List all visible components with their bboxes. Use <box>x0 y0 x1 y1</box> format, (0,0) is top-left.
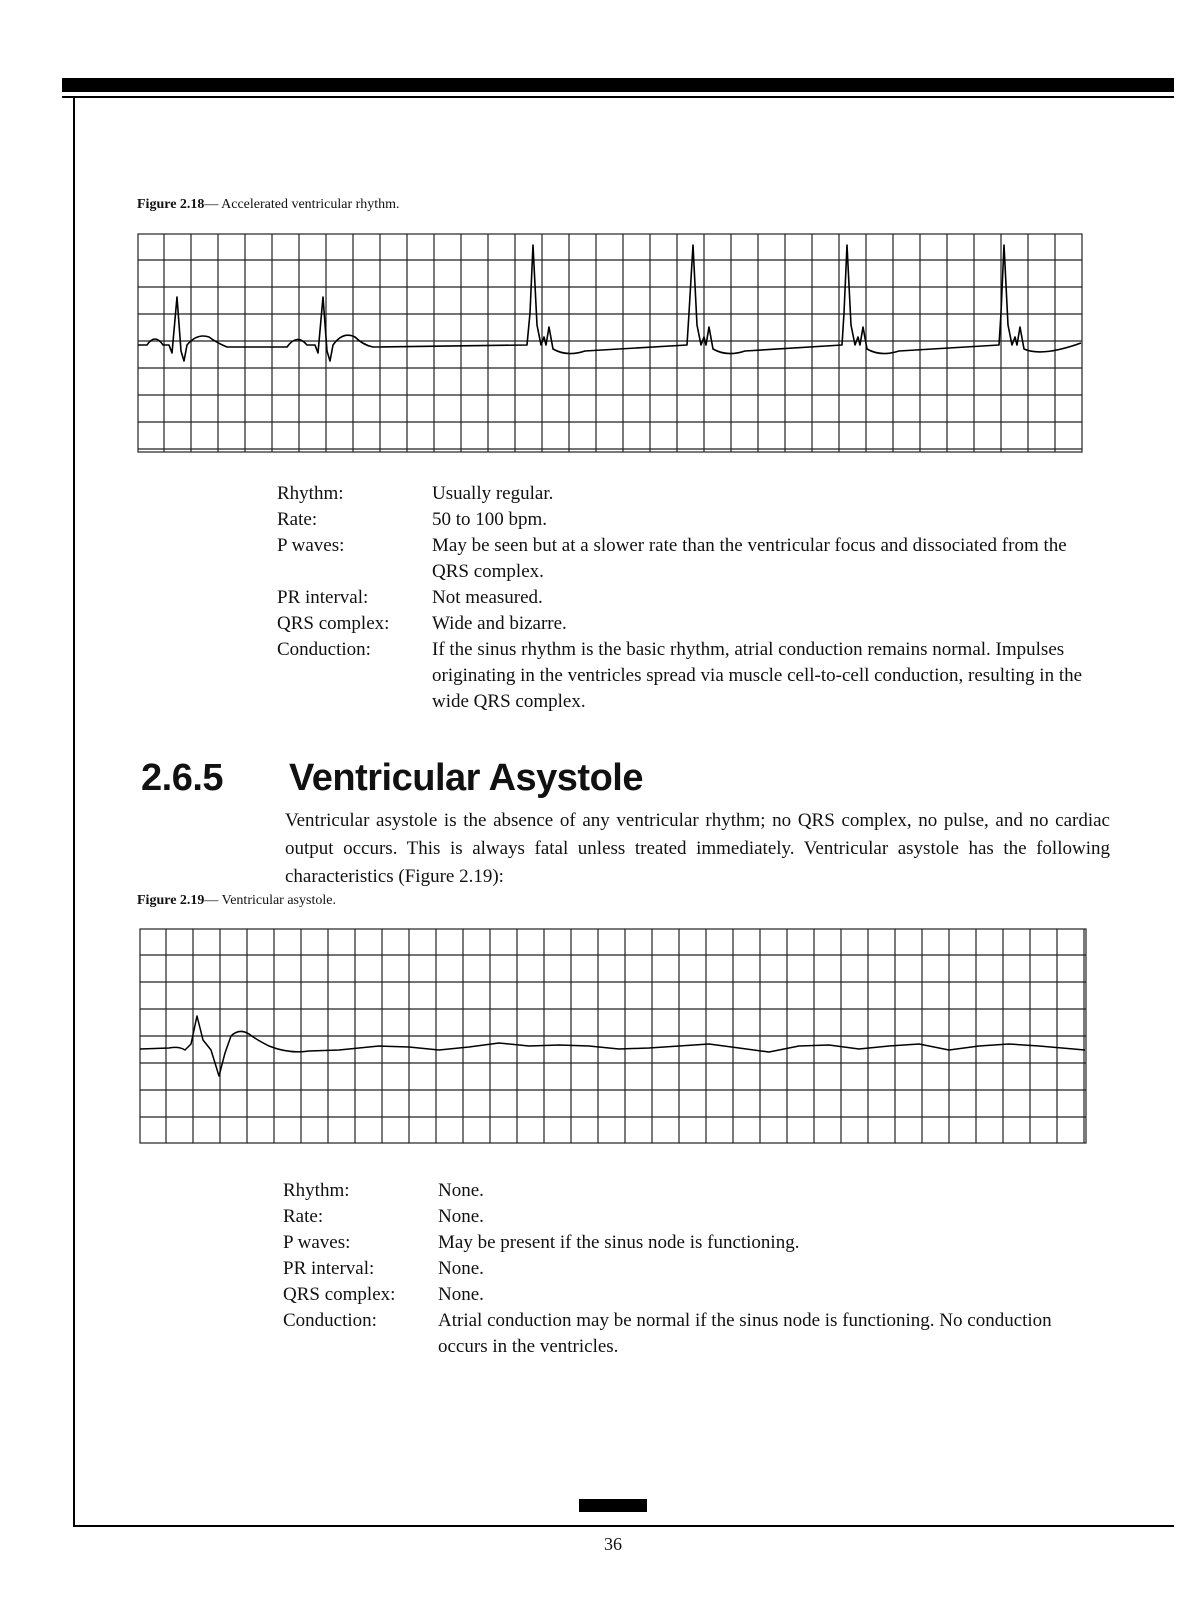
detail-row-conduction <box>277 637 1087 715</box>
figure-title: — Ventricular asystole. <box>204 893 336 908</box>
field-label: Rhythm: <box>277 483 344 504</box>
field-value: Not measured. <box>432 587 543 608</box>
field-label: QRS complex: <box>277 613 390 634</box>
detail-row-conduction <box>283 1308 1098 1360</box>
field-label: PR interval: <box>277 587 369 608</box>
detail-row-qrs-complex <box>283 1282 1108 1308</box>
section-intro: Ventricular asystole is the absence of any ventricular rhythm; no QRS complex, no pulse, and no cardiac output occurs. This is always fatal unless treated immediately. Ventricular asystole has the following characteristics (Figure 2.19): <box>285 810 1110 887</box>
field-value: None. <box>438 1284 484 1305</box>
detail-row-rate <box>283 1204 1108 1230</box>
detail-row-pr-interval <box>277 585 1102 611</box>
field-value: If the sinus rhythm is the basic rhythm, atrial conduction remains normal. Impulses originating in the ventricles spread via muscle cell-to-cell conduction, resulting in the wide QRS complex. <box>432 639 1083 712</box>
field-label: QRS complex: <box>283 1284 396 1305</box>
figure-title: — Accelerated ventricular rhythm. <box>204 197 400 212</box>
detail-row-qrs-complex <box>277 611 1102 637</box>
detail-row-rate <box>277 507 1102 533</box>
field-value: Atrial conduction may be normal if the sinus node is functioning. No conduction occurs in the ventricles. <box>438 1310 1052 1357</box>
detail-row-rhythm <box>277 481 1102 507</box>
field-label: P waves: <box>283 1232 351 1253</box>
figure-label: Figure 2.18 <box>137 197 205 212</box>
field-label: Rate: <box>283 1206 324 1227</box>
left-margin-rule <box>73 96 75 1526</box>
page-tab-marker <box>579 1499 647 1512</box>
figure-2-19-caption <box>137 893 336 909</box>
field-label: P waves: <box>277 535 345 556</box>
footer-rule <box>73 1525 1174 1527</box>
field-label: Conduction: <box>283 1310 377 1331</box>
field-value: Usually regular. <box>432 483 554 504</box>
ecg-strip-ventricular-asystole <box>139 928 1087 1144</box>
detail-row-p-waves <box>277 533 1087 585</box>
field-value: Wide and bizarre. <box>432 613 567 634</box>
field-value: None. <box>438 1206 484 1227</box>
ecg-strip-accelerated-ventricular-rhythm <box>137 233 1083 453</box>
field-label: PR interval: <box>283 1258 375 1279</box>
detail-row-p-waves <box>283 1230 1108 1256</box>
field-value: 50 to 100 bpm. <box>432 509 548 530</box>
field-label: Rhythm: <box>283 1180 350 1201</box>
detail-row-rhythm <box>283 1178 1108 1204</box>
section-title: Ventricular Asystole <box>289 757 643 799</box>
field-value: May be present if the sinus node is functioning. <box>438 1232 800 1253</box>
detail-row-pr-interval <box>283 1256 1108 1282</box>
field-value: May be seen but at a slower rate than the ventricular focus and dissociated from the QRS complex. <box>432 535 1067 582</box>
page-number: 36 <box>604 1534 622 1554</box>
field-value: None. <box>438 1258 484 1279</box>
field-value: None. <box>438 1180 484 1201</box>
header-bar <box>62 78 1174 92</box>
section-number: 2.6.5 <box>141 757 224 799</box>
figure-2-18-caption <box>137 197 400 213</box>
field-label: Rate: <box>277 509 318 530</box>
field-label: Conduction: <box>277 639 371 660</box>
figure-label: Figure 2.19 <box>137 893 205 908</box>
header-rule <box>62 96 1174 98</box>
